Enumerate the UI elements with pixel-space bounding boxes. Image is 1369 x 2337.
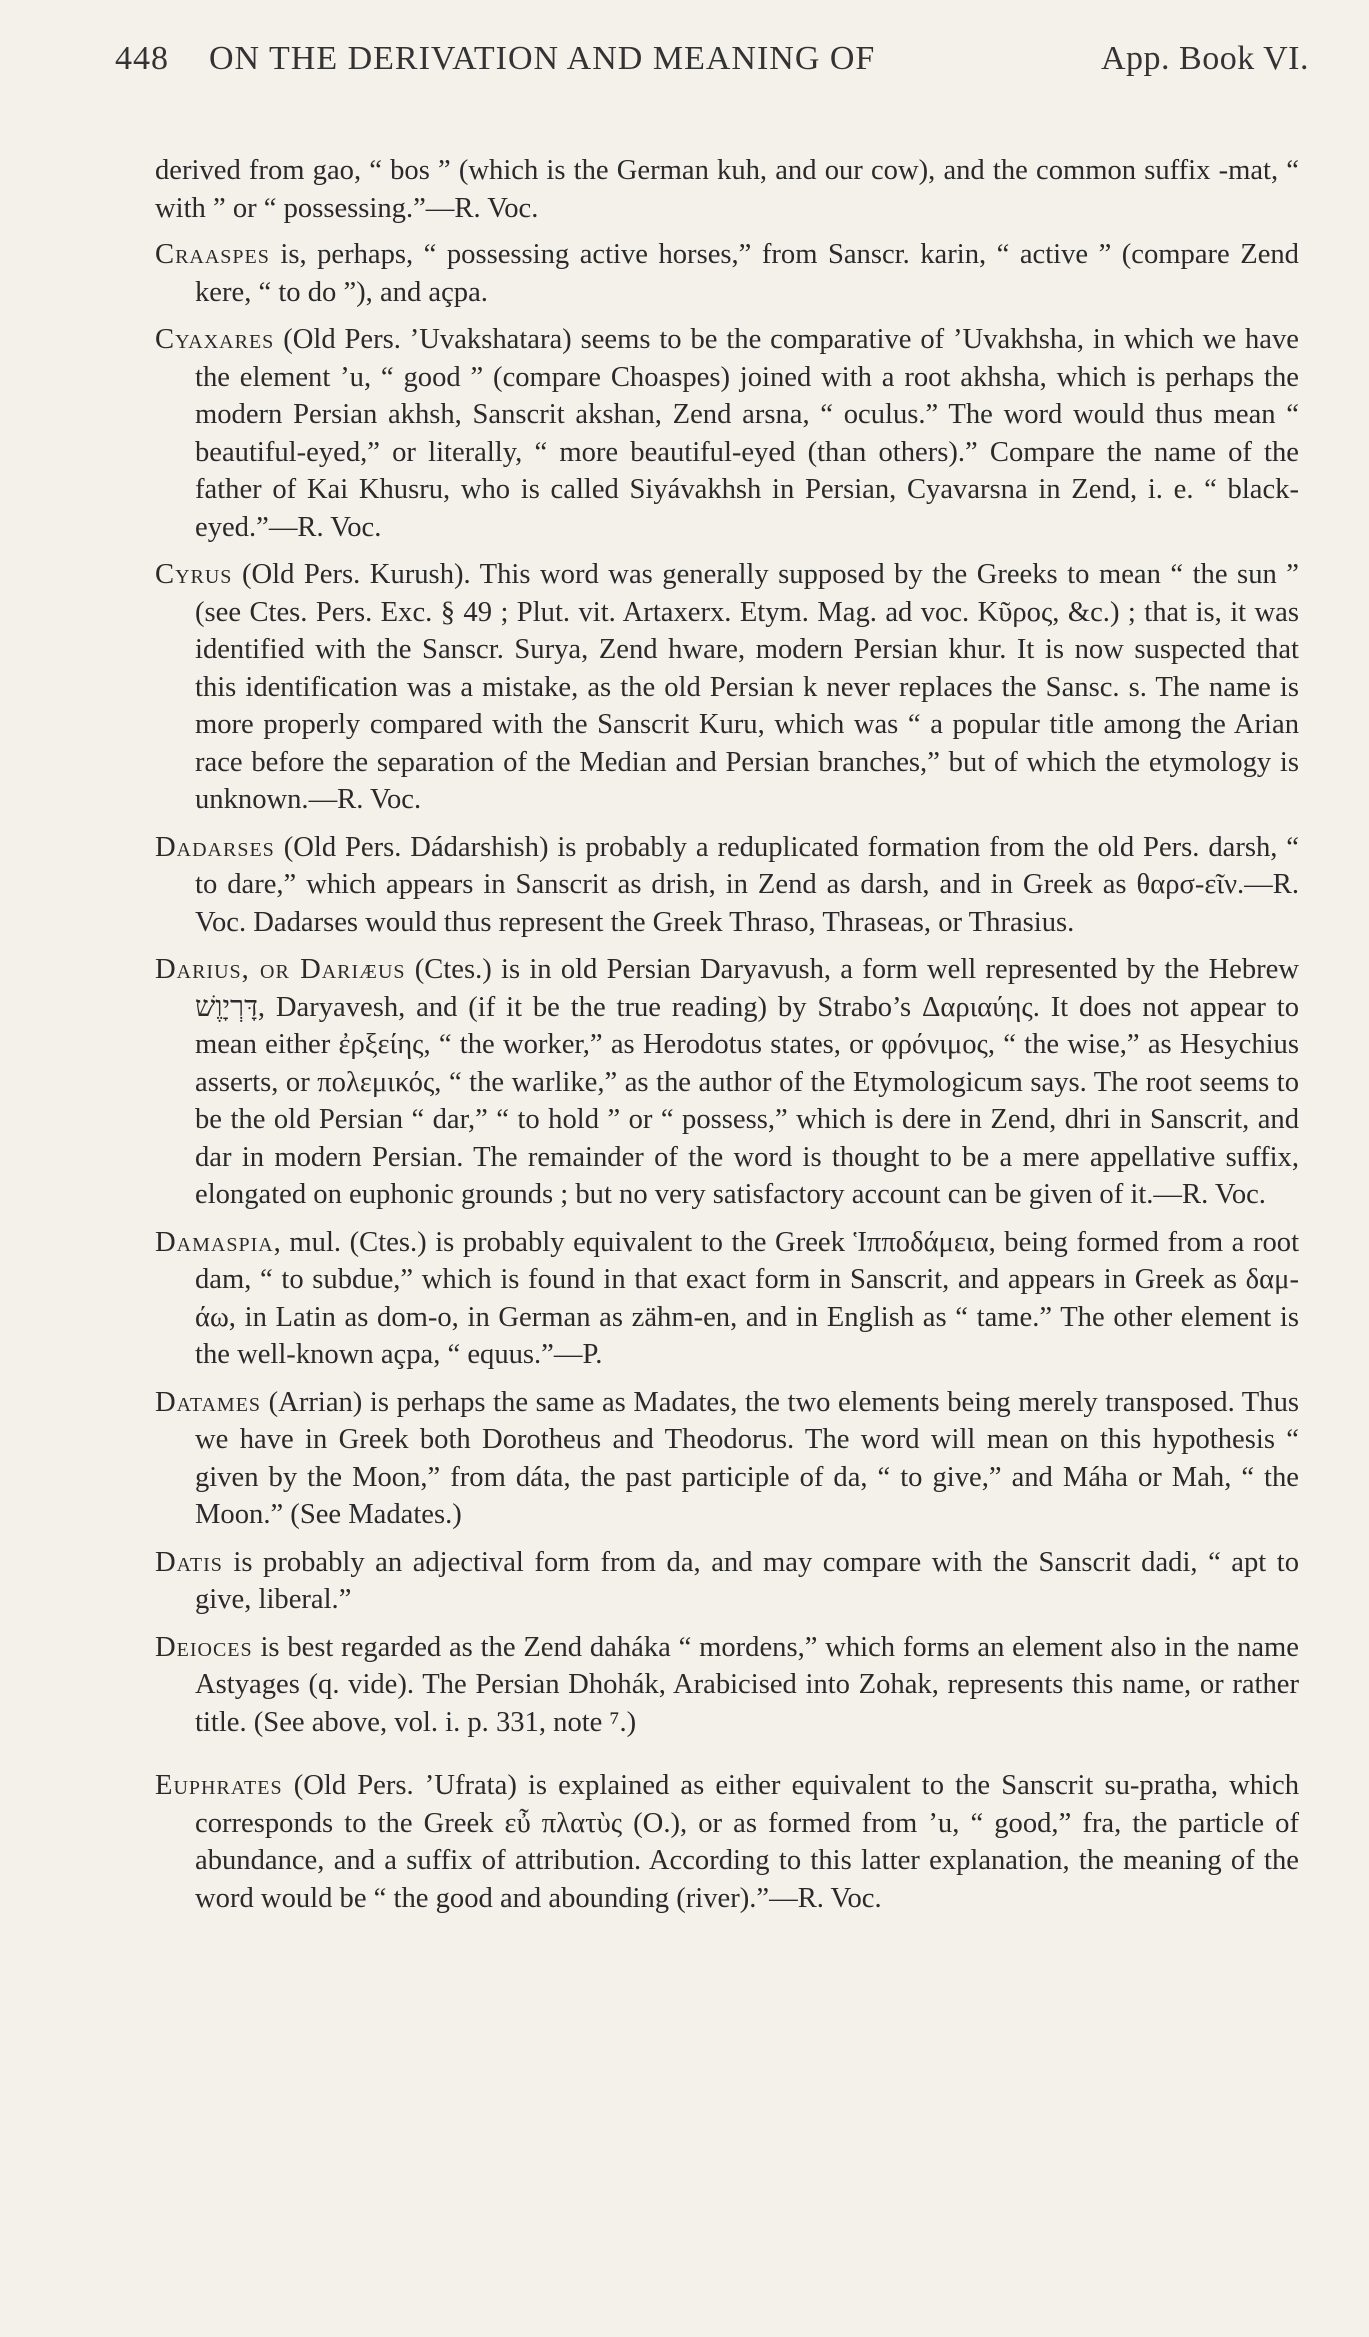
entry-headword: Darius, or Dariæus	[155, 954, 406, 985]
page-number: 448	[115, 40, 169, 77]
entry-text: (Old Pers. ’Uvakshatara) seems to be the comparative of ’Uvakhsha, in which we have the element ’u, “ good ” (compare Choaspes) joined with a root akhsha, which is perhaps the modern Persian akhsh, Sanscrit akshan, Zend arsna, “ oculus.” The word would thus mean “ beautiful-eyed,” or literally, “ more beautiful-eyed (than others).” Compare the name of the father of Kai Khusru, who is called Siyávakhsh in Persian, Cyavarsna in Zend, i. e. “ black-eyed.”—R. Voc.	[195, 324, 1299, 543]
entry-text: is, perhaps, “ possessing active horses,” from Sanscr. karin, “ active ” (compare Zend kere, “ to do ”), and açpa.	[195, 239, 1299, 308]
intro-paragraph: derived from gao, “ bos ” (which is the German kuh, and our cow), and the common suffix -mat, “ with ” or “ possessing.”—R. Voc.	[155, 155, 1299, 224]
entry-headword: Datames	[155, 1386, 262, 1418]
running-head	[115, 40, 1309, 100]
entry-headword: Cyrus	[155, 559, 233, 590]
entry-cyaxares	[155, 321, 1299, 546]
entry-text: (Arrian) is perhaps the same as Madates, the two elements being merely transposed. Thus we have in Greek both Dorotheus and Theodorus. The word will mean on this hypothesis “ given by the Moon,” from dáta, the past participle of da, “ to give,” and Máha or Mah, “ the Moon.” (See Madates.)	[195, 1386, 1299, 1530]
entry-headword: Cyaxares	[155, 324, 275, 355]
entry-headword: Craaspes	[155, 239, 270, 270]
entry-text: (Ctes.) is in old Persian Daryavush, a form well represented by the Hebrew דָּרְיָוֶשׁ, Daryavesh, and (if it be the true reading) by Strabo’s Δαριαύης. It does not appear to mean either ἐρξείης, “ the worker,” as Herodotus states, or φρόνιμος, “ the wise,” as Hesychius asserts, or πολεμικός, “ the warlike,” as the author of the Etymologicum says. The root seems to be the old Persian “ dar,” “ to hold ” or “ possess,” which is dere in Zend, dhri in Sanscrit, and dar in modern Persian. The remainder of the word is thought to be a mere appellative suffix, elongated on euphonic grounds ; but no very satisfactory account can be given of it.—R. Voc.	[195, 954, 1299, 1210]
entry-headword: Damaspia	[155, 1226, 274, 1258]
entry-text: (Old Pers. Kurush). This word was generally supposed by the Greeks to mean “ the sun ” (see Ctes. Pers. Exc. § 49 ; Plut. vit. Artaxerx. Etym. Mag. ad voc. Κῦρος, &c.) ; that is, it was identified with the Sanscr. Surya, Zend hware, modern Persian khur. It is now suspected that this identification was a mistake, as the old Persian k never replaces the Sansc. s. The name is more properly compared with the Sanscrit Kuru, which was “ a popular title among the Arian race before the separation of the Median and Persian branches,” but of which the etymology is unknown.—R. Voc.	[195, 559, 1299, 815]
entry-euphrates	[155, 1767, 1299, 1917]
entry-headword: Dadarses	[155, 831, 275, 863]
entry-darius	[155, 951, 1299, 1214]
entry-damaspia: Damaspia, mul. (Ctes.) is probably equivalent to the Greek Ἱπποδάμεια, being formed from a root dam, “ to subdue,” which is found in that exact form in Sanscrit, and appears in Greek as δαμ-άω, in Latin as dom-o, in German as zähm-en, and in English as “ tame.” The other element is the well-known açpa, “ equus.”—P.	[155, 1226, 1300, 1370]
entry-text: is probably an adjectival form from da, and may compare with the Sanscrit dadi, “ apt to give, liberal.”	[195, 1546, 1299, 1615]
entry-headword: Euphrates	[155, 1770, 283, 1801]
entry-deioces	[155, 1629, 1299, 1742]
entry-text: (Old Pers. Dádarshish) is probably a reduplicated formation from the old Pers. darsh, “ to dare,” which appears in Sanscrit as drish, in Zend as darsh, and in Greek as θαρσ-εῖν.—R. Voc. Dadarses would thus represent the Greek Thraso, Thraseas, or Thrasius.	[195, 831, 1299, 938]
entry-craaspes	[155, 236, 1299, 311]
entry-headword: Datis	[155, 1546, 223, 1578]
entry-text: mul. (Ctes.) is probably equivalent to the Greek Ἱπποδάμεια, being formed from a root dam, “ to subdue,” which is found in that exact form in Sanscrit, and appears in Greek as δαμ-άω, in Latin as dom-o, in German as zähm-en, and in English as “ tame.” The other element is the well-known açpa, “ equus.”—P.	[195, 1226, 1300, 1370]
running-title: ON THE DERIVATION AND MEANING OF	[209, 40, 876, 77]
entry-datis	[155, 1544, 1299, 1619]
entry-text: is best regarded as the Zend daháka “ mordens,” which forms an element also in the name Astyages (q. vide). The Persian Dhohák, Arabicised into Zohak, represents this name, or rather title. (See above, vol. i. p. 331, note ⁷.)	[195, 1631, 1299, 1738]
entry-datames	[155, 1384, 1299, 1534]
entry-headword: Deioces	[155, 1631, 253, 1663]
entry-cyrus	[155, 556, 1299, 819]
entry-dadarses	[155, 829, 1299, 942]
book-reference: App. Book VI.	[1101, 40, 1309, 77]
entry-text: (Old Pers. ’Ufrata) is explained as either equivalent to the Sanscrit su-pratha, which corresponds to the Greek εὖ πλατὺς (O.), or as formed from ’u, “ good,” fra, the particle of abundance, and a suffix of attribution. According to this latter explanation, the meaning of the word would be “ the good and abounding (river).”—R. Voc.	[195, 1770, 1299, 1914]
glossary-body	[115, 152, 1309, 1917]
